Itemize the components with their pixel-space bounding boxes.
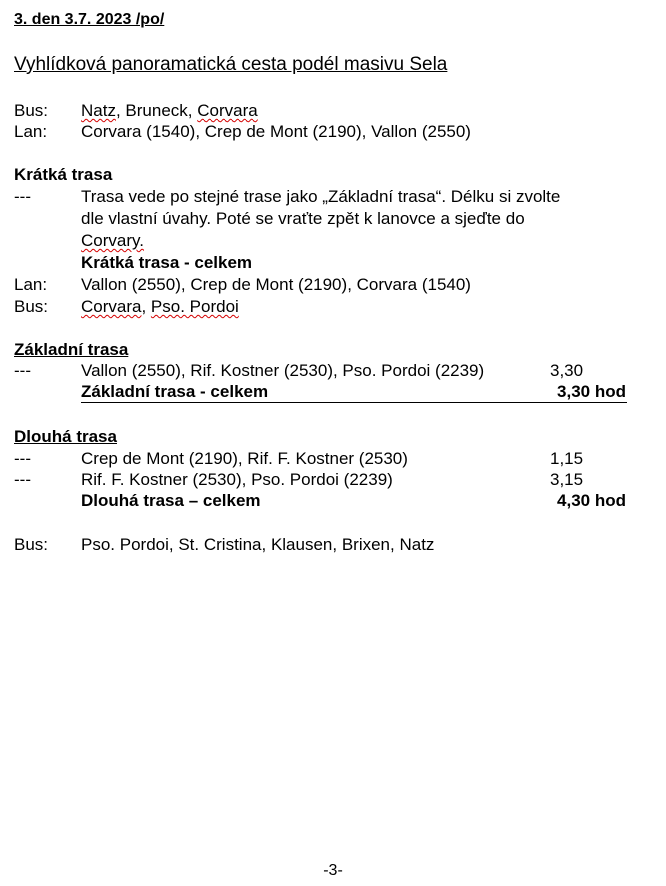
trip-date: 3. den 3.7. 2023 /po/ (14, 11, 165, 28)
bus-label: Bus: (14, 535, 49, 554)
stop: Natz (81, 101, 116, 120)
dash-marker: --- (14, 449, 31, 468)
short-route-total: Krátká trasa - celkem (81, 253, 253, 272)
bus-label: Bus: (14, 297, 49, 316)
total-underline (81, 402, 627, 403)
basic-route-total-time: 3,30 hod (557, 382, 626, 401)
stop: Klausen (270, 535, 333, 554)
dash-marker: --- (14, 187, 31, 206)
bus-route: Natz, Bruneck, Corvara (81, 101, 258, 120)
stop: Corvara (197, 101, 258, 120)
long-route-heading: Dlouhá trasa (14, 427, 117, 446)
stop: Corvara (1540) (81, 122, 196, 141)
long-route-total: Dlouhá trasa – celkem (81, 491, 261, 510)
basic-route-total: Základní trasa - celkem (81, 382, 269, 401)
dash-marker: --- (14, 361, 31, 380)
basic-route-heading: Základní trasa (14, 340, 129, 359)
short-route-desc-line: dle vlastní úvahy. Poté se vraťte zpět k lanovce a sjeďte do (81, 209, 525, 228)
dash-marker: --- (14, 470, 31, 489)
stop: St. Cristina (178, 535, 262, 554)
stop: Crep de Mont (2190) (204, 122, 362, 141)
lift-route: Corvara (1540), Crep de Mont (2190), Vallon (2550) (81, 122, 471, 141)
bus-route: Pso. Pordoi, St. Cristina, Klausen, Brixen, Natz (81, 535, 435, 554)
stop: Vallon (2550) (371, 122, 471, 141)
lift-label: Lan: (14, 275, 48, 294)
stop: Corvara (1540) (356, 275, 471, 294)
segment-time: 3,15 (550, 470, 584, 489)
bus-route: Corvara, Pso. Pordoi (81, 297, 239, 316)
route-segment: Vallon (2550), Rif. Kostner (2530), Pso. Pordoi (2239) (81, 361, 485, 380)
stop: Pso. Pordoi (150, 297, 239, 316)
short-route-heading: Krátká trasa (14, 165, 113, 184)
bus-label: Bus: (14, 101, 49, 120)
stop: Natz (399, 535, 435, 554)
stop: Corvara (81, 297, 142, 316)
page-title: Vyhlídková panoramatická cesta podél masivu Sela (14, 54, 448, 75)
stop: Bruneck (125, 101, 188, 120)
route-segment: Crep de Mont (2190), Rif. F. Kostner (2530) (81, 449, 408, 468)
segment-time: 3,30 (550, 361, 584, 380)
short-route-desc-line: Corvary. (81, 231, 144, 250)
segment-time: 1,15 (550, 449, 584, 468)
page-number: -3- (323, 862, 343, 879)
short-route-desc-line: Trasa vede po stejné trase jako „Základní trasa“. Délku si zvolte (81, 187, 561, 206)
route-segment: Rif. F. Kostner (2530), Pso. Pordoi (2239) (81, 470, 393, 489)
stop: Vallon (2550) (81, 275, 181, 294)
stop: Crep de Mont (2190) (190, 275, 348, 294)
lift-label: Lan: (14, 122, 48, 141)
stop: Pso. Pordoi (81, 535, 169, 554)
stop: Brixen (341, 535, 391, 554)
long-route-total-time: 4,30 hod (557, 491, 626, 510)
lift-route: Vallon (2550), Crep de Mont (2190), Corvara (1540) (81, 275, 471, 294)
